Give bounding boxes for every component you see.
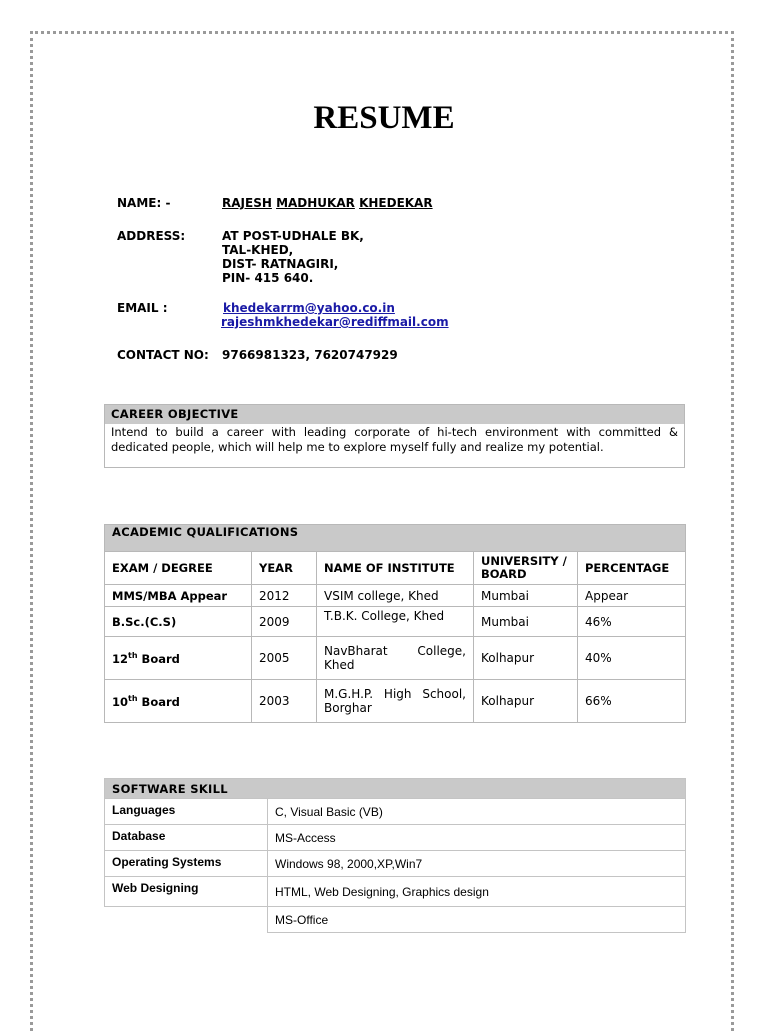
exam-cell: MMS/MBA Appear [105,585,252,607]
table-row [105,825,686,851]
percentage-cell: 46% [578,607,686,637]
address-value [222,229,364,285]
name-first: RAJESH [222,196,272,210]
academic-header-row [105,552,686,585]
col-header-year: YEAR [252,552,317,585]
table-row [105,877,686,907]
table-row [105,851,686,877]
address-line: TAL-KHED, [222,243,294,257]
software-skill-heading: SOFTWARE SKILL [105,779,686,799]
name-label: NAME: - [117,196,171,210]
career-objective-section [104,404,685,468]
address-line: DIST- RATNAGIRI, [222,257,339,271]
board-cell: Mumbai [474,585,578,607]
resume-title: RESUME [313,100,455,136]
address-line: AT POST-UDHALE BK, [222,229,364,243]
exam-rest: Board [137,694,180,709]
exam-suffix: th [128,650,138,660]
contact-value: 9766981323, 7620747929 [222,348,398,362]
skill-category: Database [105,825,268,851]
skill-category-empty [105,907,268,933]
table-row [105,907,686,933]
exam-suffix: th [128,693,138,703]
board-cell: Kolhapur [474,637,578,680]
table-row [105,607,686,637]
skill-value: HTML, Web Designing, Graphics design [268,877,686,907]
table-row [105,637,686,680]
exam-rest: Board [137,651,180,666]
col-header-percentage: PERCENTAGE [578,552,686,585]
skill-value: MS-Office [268,907,686,933]
email-values [222,301,449,329]
exam-cell [105,637,252,680]
percentage-cell: Appear [578,585,686,607]
email-link-rediff[interactable]: rajeshmkhedekar@rediffmail.com [221,315,449,329]
name-middle: MADHUKAR [276,196,355,210]
institute-cell: T.B.K. College, Khed [317,607,474,637]
name-value [222,196,433,210]
software-skill-section [104,778,686,933]
institute-cell: NavBharat College, Khed [317,637,474,680]
academic-heading: ACADEMIC QUALIFICATIONS [105,525,686,552]
name-last: KHEDEKAR [359,196,433,210]
exam-number: 12 [112,651,129,666]
skill-value: MS-Access [268,825,686,851]
career-objective-heading: CAREER OBJECTIVE [105,405,684,424]
col-header-exam: EXAM / DEGREE [105,552,252,585]
email-link-yahoo[interactable]: khedekarrm@yahoo.co.in [223,301,395,315]
skill-category: Languages [105,799,268,825]
skill-category: Web Designing [105,877,268,907]
email-label: EMAIL : [117,301,168,315]
academic-section [104,524,686,723]
exam-cell: B.Sc.(C.S) [105,607,252,637]
year-cell: 2003 [252,680,317,723]
contact-label: CONTACT NO: [117,348,209,362]
table-row [105,585,686,607]
board-cell: Mumbai [474,607,578,637]
institute-cell: M.G.H.P. High School, Borghar [317,680,474,723]
skill-value: Windows 98, 2000,XP,Win7 [268,851,686,877]
software-skill-table [104,778,686,933]
address-label: ADDRESS: [117,229,186,243]
board-cell: Kolhapur [474,680,578,723]
exam-cell [105,680,252,723]
address-line: PIN- 415 640. [222,271,314,285]
table-row [105,680,686,723]
percentage-cell: 40% [578,637,686,680]
career-objective-text: Intend to build a career with leading corporate of hi-tech environment with committed & dedicated people, which will help me to explore myself fully and realize my potential. [111,425,678,454]
year-cell: 2009 [252,607,317,637]
skill-category: Operating Systems [105,851,268,877]
institute-cell: VSIM college, Khed [317,585,474,607]
table-row [105,799,686,825]
academic-table [104,524,686,723]
skill-value: C, Visual Basic (VB) [268,799,686,825]
col-header-board: UNIVERSITY / BOARD [474,552,578,585]
year-cell: 2005 [252,637,317,680]
year-cell: 2012 [252,585,317,607]
col-header-institute: NAME OF INSTITUTE [317,552,474,585]
percentage-cell: 66% [578,680,686,723]
exam-number: 10 [112,694,129,709]
